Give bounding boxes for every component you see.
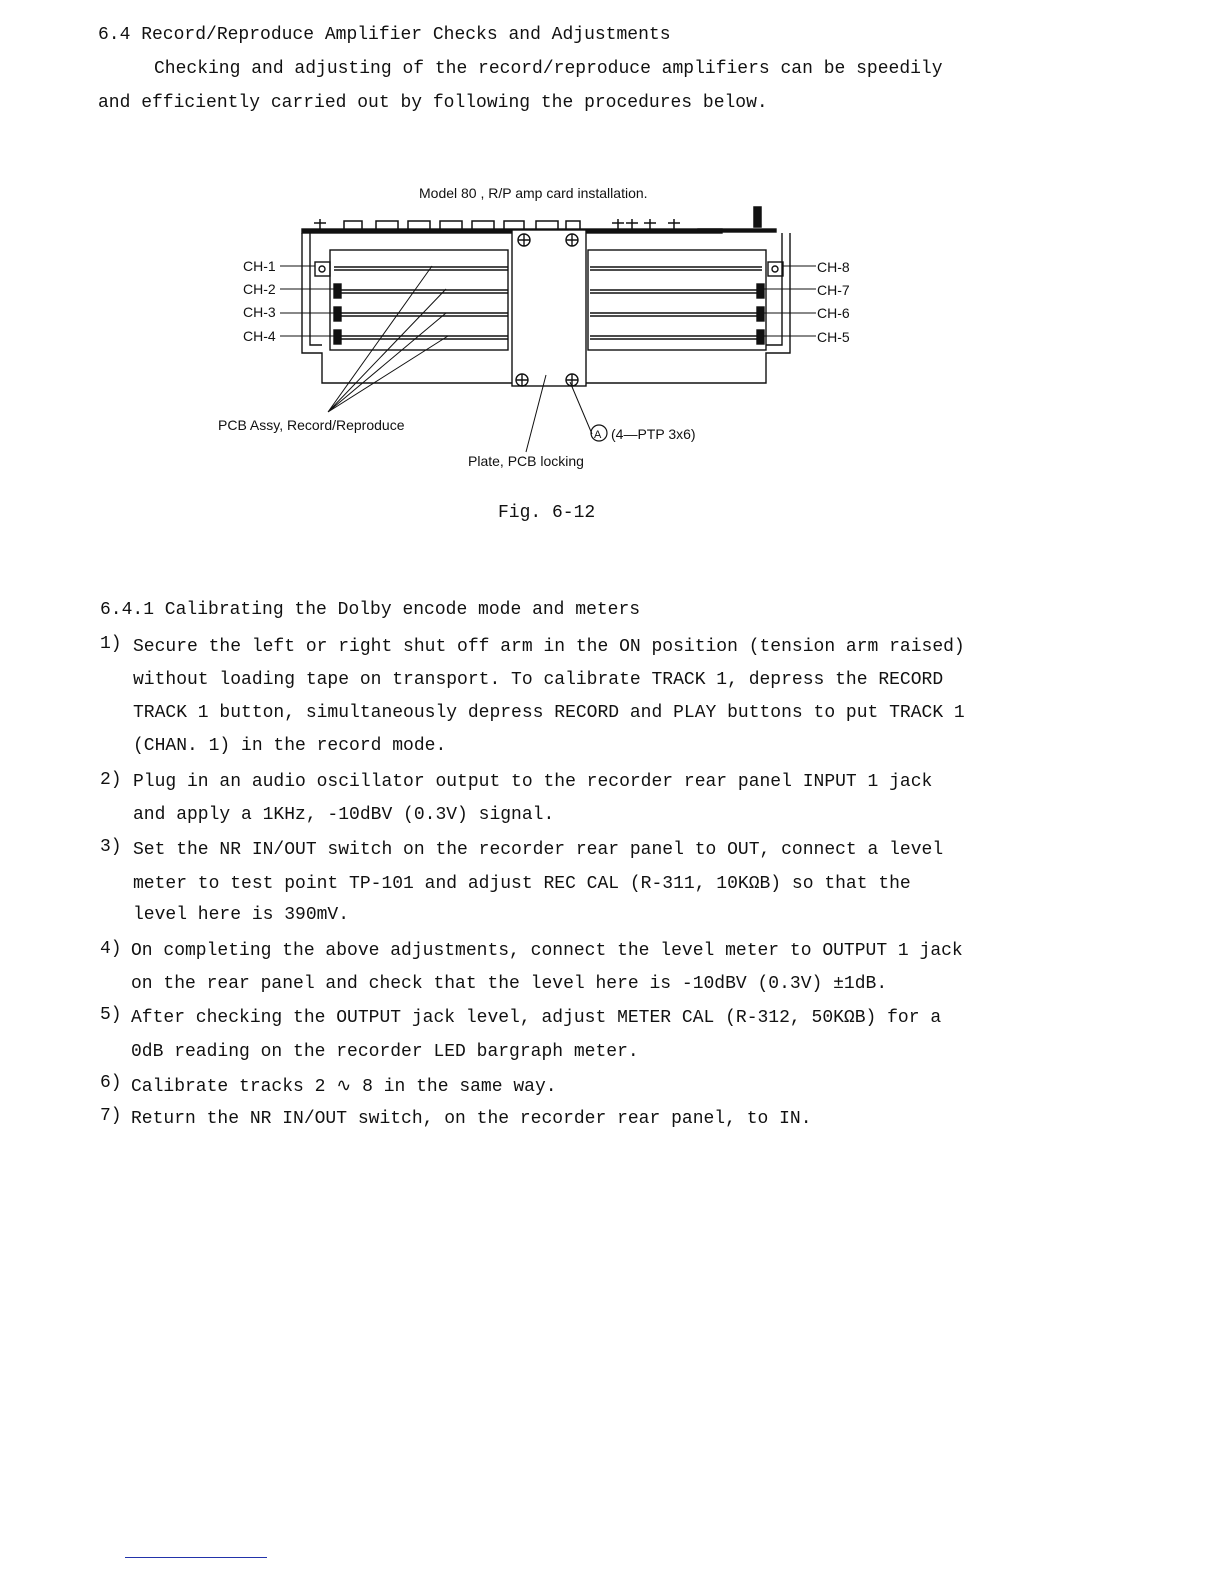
step-line: and apply a 1KHz, -10dBV (0.3V) signal. xyxy=(133,805,555,825)
step-line: TRACK 1 button, simultaneously depress RECORD and PLAY buttons to put TRACK 1 xyxy=(133,703,965,723)
step-line: Secure the left or right shut off arm in the ON position (tension arm raised) xyxy=(133,637,965,657)
figure-title: Model 80 , R/P amp card installation. xyxy=(419,185,648,201)
step-number: 2) xyxy=(100,770,122,790)
ch-label-left-1: CH-1 xyxy=(243,258,276,274)
pcb-assy-label: PCB Assy, Record/Reproduce xyxy=(218,417,405,433)
intro-line-1: Checking and adjusting of the record/reproduce amplifiers can be speedily xyxy=(154,59,943,79)
step-line: level here is 390mV. xyxy=(133,905,350,925)
step-line: (CHAN. 1) in the record mode. xyxy=(133,736,447,756)
step-line: Plug in an audio oscillator output to the recorder rear panel INPUT 1 jack xyxy=(133,772,933,792)
step-line: meter to test point TP-101 and adjust REC CAL (R-311, 10KΩB) so that the xyxy=(133,874,911,894)
screw-spec-label: (4—PTP 3x6) xyxy=(611,426,696,442)
footer-rule xyxy=(125,1557,267,1558)
figure-caption: Fig. 6-12 xyxy=(498,503,596,523)
step-number: 3) xyxy=(100,837,122,857)
ch-label-left-3: CH-3 xyxy=(243,304,276,320)
ch-label-right-6: CH-6 xyxy=(817,305,850,321)
chassis xyxy=(302,207,790,386)
top-connectors xyxy=(314,207,761,229)
subsection-heading: 6.4.1 Calibrating the Dolby encode mode and meters xyxy=(100,600,641,620)
step-line: 0dB reading on the recorder LED bargraph meter. xyxy=(131,1042,639,1062)
step-line: without loading tape on transport. To calibrate TRACK 1, depress the RECORD xyxy=(133,670,944,690)
screw-marker-letter: A xyxy=(594,429,602,441)
section-heading: 6.4 Record/Reproduce Amplifier Checks and Adjustments xyxy=(98,25,671,45)
step-number: 5) xyxy=(100,1005,122,1025)
step-line: On completing the above adjustments, connect the level meter to OUTPUT 1 jack xyxy=(131,941,963,961)
ch-label-left-4: CH-4 xyxy=(243,328,276,344)
step-line: Return the NR IN/OUT switch, on the recorder rear panel, to IN. xyxy=(131,1109,812,1129)
step-line: Calibrate tracks 2 ∿ 8 in the same way. xyxy=(131,1077,557,1097)
step-number: 1) xyxy=(100,634,122,654)
ch-label-right-7: CH-7 xyxy=(817,282,850,298)
step-line: After checking the OUTPUT jack level, adjust METER CAL (R-312, 50KΩB) for a xyxy=(131,1008,942,1028)
rp-amp-card-diagram xyxy=(200,170,920,490)
step-number: 4) xyxy=(100,939,122,959)
intro-line-2: and efficiently carried out by following the procedures below. xyxy=(98,93,768,113)
step-number: 6) xyxy=(100,1073,122,1093)
step-line: Set the NR IN/OUT switch on the recorder rear panel to OUT, connect a level xyxy=(133,840,944,860)
ch-label-right-8: CH-8 xyxy=(817,259,850,275)
ch-label-right-5: CH-5 xyxy=(817,329,850,345)
step-line: on the rear panel and check that the level here is -10dBV (0.3V) ±1dB. xyxy=(131,974,888,994)
plate-label: Plate, PCB locking xyxy=(468,453,584,469)
step-number: 7) xyxy=(100,1106,122,1126)
ch-label-left-2: CH-2 xyxy=(243,281,276,297)
